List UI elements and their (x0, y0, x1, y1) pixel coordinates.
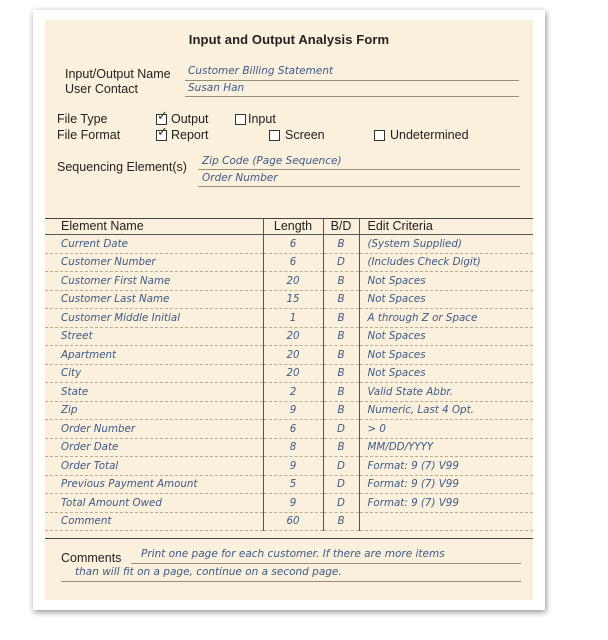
file-format-report-label: Report (171, 128, 209, 142)
file-type-output-label: Output (171, 112, 209, 126)
cell-criteria: Not Spaces (359, 290, 533, 309)
cell-criteria: Not Spaces (359, 364, 533, 383)
cell-length: 9 (263, 494, 323, 513)
sequencing-label: Sequencing Element(s) (57, 160, 187, 174)
cell-bd: B (323, 346, 359, 365)
comments-line-2: than will fit on a page, continue on a second page. (75, 566, 342, 578)
form-title: Input and Output Analysis Form (188, 32, 390, 47)
cell-bd: B (323, 401, 359, 420)
table-row (45, 235, 533, 254)
table-row (45, 494, 533, 513)
table-row (45, 364, 533, 383)
col-edit-criteria: Edit Criteria (359, 218, 533, 235)
file-format-report-checkbox[interactable] (156, 130, 167, 141)
cell-criteria: A through Z or Space (359, 309, 533, 328)
cell-bd: D (323, 475, 359, 494)
table-row (45, 309, 533, 328)
table-row (45, 346, 533, 365)
io-name-label: Input/Output Name (65, 67, 171, 81)
document-card (33, 10, 545, 610)
cell-length: 1 (263, 309, 323, 328)
table-row (45, 475, 533, 494)
cell-name: Order Date (45, 438, 263, 457)
cell-name: Customer Last Name (45, 290, 263, 309)
cell-name: Street (45, 327, 263, 346)
file-format-undetermined-label: Undetermined (390, 128, 469, 142)
comments-line-1: Print one page for each customer. If there are more items (141, 548, 445, 560)
comments-label: Comments (61, 551, 122, 565)
cell-length: 15 (263, 290, 323, 309)
col-bd: B/D (323, 218, 359, 235)
cell-criteria: Not Spaces (359, 327, 533, 346)
table-row (45, 512, 533, 531)
cell-criteria (359, 512, 533, 531)
cell-length: 20 (263, 272, 323, 291)
cell-length: 8 (263, 438, 323, 457)
cell-bd: B (323, 235, 359, 254)
cell-name: Customer Middle Initial (45, 309, 263, 328)
user-contact-label: User Contact (65, 82, 138, 96)
comments-underline-2 (61, 581, 521, 582)
cell-criteria: Format: 9 (7) V99 (359, 475, 533, 494)
cell-bd: B (323, 327, 359, 346)
cell-bd: D (323, 457, 359, 476)
cell-name: State (45, 383, 263, 402)
cell-criteria: Not Spaces (359, 272, 533, 291)
cell-bd: B (323, 364, 359, 383)
cell-length: 6 (263, 420, 323, 439)
cell-bd: B (323, 438, 359, 457)
table-row (45, 438, 533, 457)
cell-length: 6 (263, 235, 323, 254)
table-header-row (45, 218, 533, 235)
file-format-label: File Format (57, 128, 121, 142)
cell-length: 20 (263, 327, 323, 346)
cell-bd: B (323, 512, 359, 531)
cell-name: City (45, 364, 263, 383)
cell-criteria: MM/DD/YYYY (359, 438, 533, 457)
cell-bd: D (323, 253, 359, 272)
cell-length: 60 (263, 512, 323, 531)
table-row (45, 401, 533, 420)
cell-criteria: Not Spaces (359, 346, 533, 365)
table-row (45, 272, 533, 291)
col-length: Length (263, 218, 323, 235)
table-row (45, 253, 533, 272)
table-row (45, 420, 533, 439)
cell-name: Order Total (45, 457, 263, 476)
cell-name: Previous Payment Amount (45, 475, 263, 494)
cell-criteria: Numeric, Last 4 Opt. (359, 401, 533, 420)
cell-length: 6 (263, 253, 323, 272)
cell-length: 9 (263, 457, 323, 476)
cell-bd: B (323, 290, 359, 309)
file-type-input-checkbox[interactable] (235, 114, 246, 125)
cell-length: 5 (263, 475, 323, 494)
cell-bd: B (323, 309, 359, 328)
sequencing-value-1: Zip Code (Page Sequence) (202, 155, 342, 167)
cell-length: 20 (263, 346, 323, 365)
sequencing-value-2: Order Number (202, 172, 278, 184)
cell-criteria: Valid State Abbr. (359, 383, 533, 402)
cell-criteria: Format: 9 (7) V99 (359, 457, 533, 476)
file-format-screen-label: Screen (285, 128, 325, 142)
table-row (45, 457, 533, 476)
cell-name: Customer Number (45, 253, 263, 272)
file-type-output-checkbox[interactable] (156, 114, 167, 125)
cell-name: Customer First Name (45, 272, 263, 291)
cell-name: Total Amount Owed (45, 494, 263, 513)
cell-name: Order Number (45, 420, 263, 439)
table-row (45, 290, 533, 309)
cell-bd: B (323, 272, 359, 291)
element-table (45, 218, 533, 531)
cell-name: Apartment (45, 346, 263, 365)
user-contact-value: Susan Han (188, 82, 245, 94)
cell-criteria: (System Supplied) (359, 235, 533, 254)
file-type-label: File Type (57, 112, 108, 126)
col-element-name: Element Name (45, 218, 263, 235)
cell-name: Zip (45, 401, 263, 420)
cell-criteria: > 0 (359, 420, 533, 439)
cell-bd: B (323, 383, 359, 402)
cell-bd: D (323, 420, 359, 439)
cell-length: 20 (263, 364, 323, 383)
analysis-form (45, 20, 533, 600)
cell-criteria: (Includes Check Digit) (359, 253, 533, 272)
user-contact-underline (185, 96, 519, 97)
table-bottom-rule (45, 538, 533, 539)
cell-length: 2 (263, 383, 323, 402)
cell-criteria: Format: 9 (7) V99 (359, 494, 533, 513)
sequencing-underline-2 (198, 186, 520, 187)
table-row (45, 327, 533, 346)
cell-name: Comment (45, 512, 263, 531)
file-format-undetermined-checkbox[interactable] (374, 130, 385, 141)
cell-length: 9 (263, 401, 323, 420)
table-row (45, 383, 533, 402)
cell-name: Current Date (45, 235, 263, 254)
cell-bd: D (323, 494, 359, 513)
sequencing-underline-1 (198, 169, 520, 170)
file-format-screen-checkbox[interactable] (269, 130, 280, 141)
file-type-input-label: Input (248, 112, 276, 126)
io-name-underline (185, 80, 519, 81)
comments-underline-1 (131, 563, 521, 564)
io-name-value: Customer Billing Statement (188, 65, 334, 77)
